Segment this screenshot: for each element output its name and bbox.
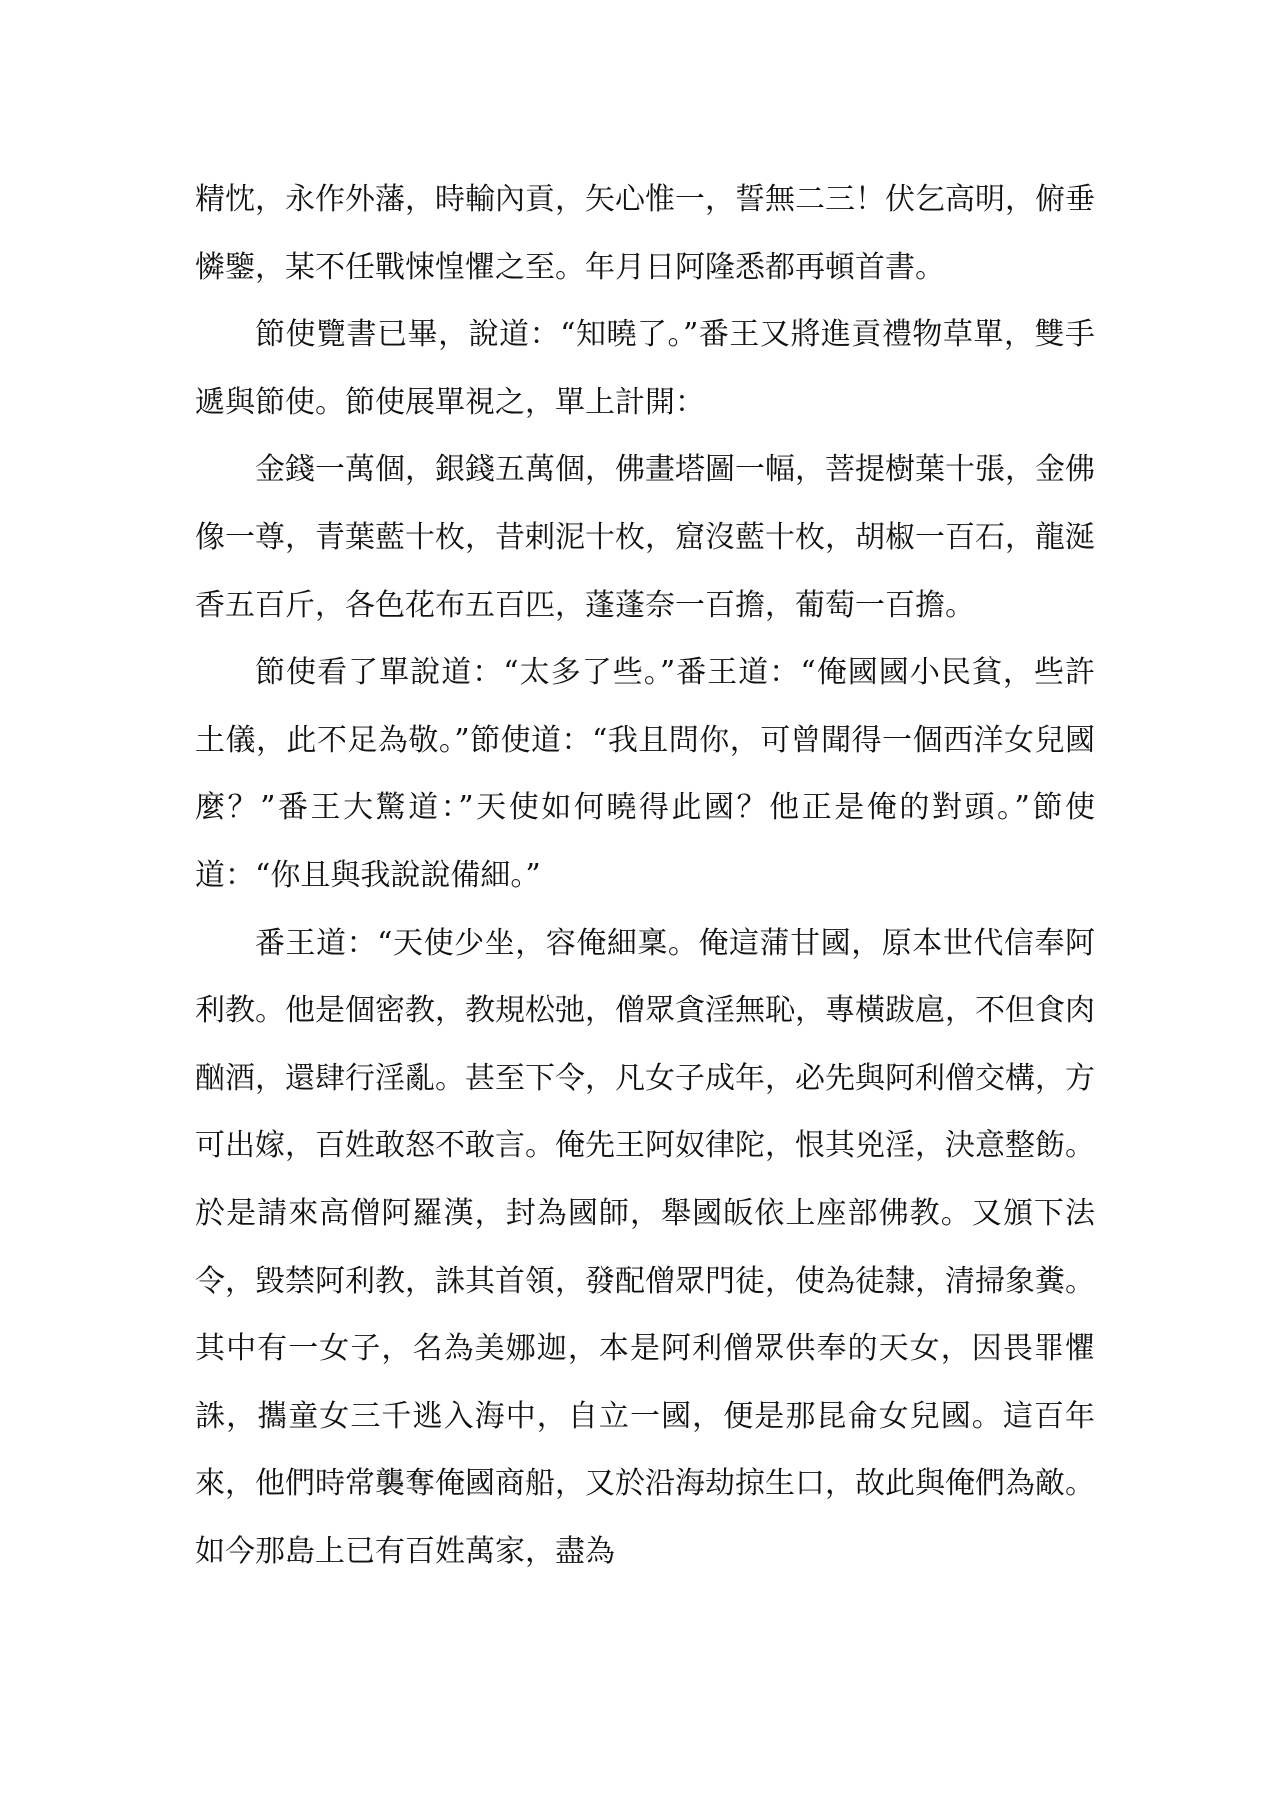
paragraph-5: 番王道：“天使少坐，容俺細稟。俺這蒲甘國，原本世代信奉阿利教。他是個密教，教規松弛，僧眾貪淫無恥，專橫跋扈，不但食肉酗酒，還肆行淫亂。甚至下令，凡女子成年，必先與阿利僧交構，方可出嫁，百姓敢怒不敢言。俺先王阿奴律陀，恨其兇淫，決意整飭。於是請來高僧阿羅漢，封為國師，舉國皈依上座部佛教。又頒下法令，毀禁阿利教，誅其首領，發配僧眾門徒，使為徒隸，清掃象糞。其中有一女子，名為美娜迦，本是阿利僧眾供奉的天女，因畏罪懼誅，攜童女三千逃入海中，自立一國，便是那昆侖女兒國。這百年來，他們時常襲奪俺國商船，又於沿海劫掠生口，故此與俺們為敵。如今那島上已有百姓萬家，盡為 xyxy=(195,925,1095,1569)
paragraph-3: 金錢一萬個，銀錢五萬個，佛畫塔圖一幅，菩提樹葉十張，金佛像一尊，青葉藍十枚，昔剌泥十枚，窟沒藍十枚，胡椒一百石，龍涎香五百斤，各色花布五百匹，蓬蓬奈一百擔，葡萄一百擔。 xyxy=(195,452,1095,623)
paragraph-4: 節使看了單說道：“太多了些。”番王道：“俺國國小民貧，些許土儀，此不足為敬。”節使道：“我且問你，可曾聞得一個西洋女兒國麼？”番王大驚道：”天使如何曉得此國？他正是俺的對頭。”節使道：“你且與我說說備細。” xyxy=(195,655,1095,893)
document-page xyxy=(195,166,1095,1585)
paragraph-1: 精忱，永作外藩，時輸內貢，矢心惟一，誓無二三！伏乞高明，俯垂憐鑒，某不任戰悚惶懼之至。年月日阿隆悉都再頓首書。 xyxy=(195,182,1095,285)
paragraph-2: 節使覽書已畢，說道：“知曉了。”番王又將進貢禮物草單，雙手遞與節使。節使展單視之，單上計開： xyxy=(195,317,1095,420)
